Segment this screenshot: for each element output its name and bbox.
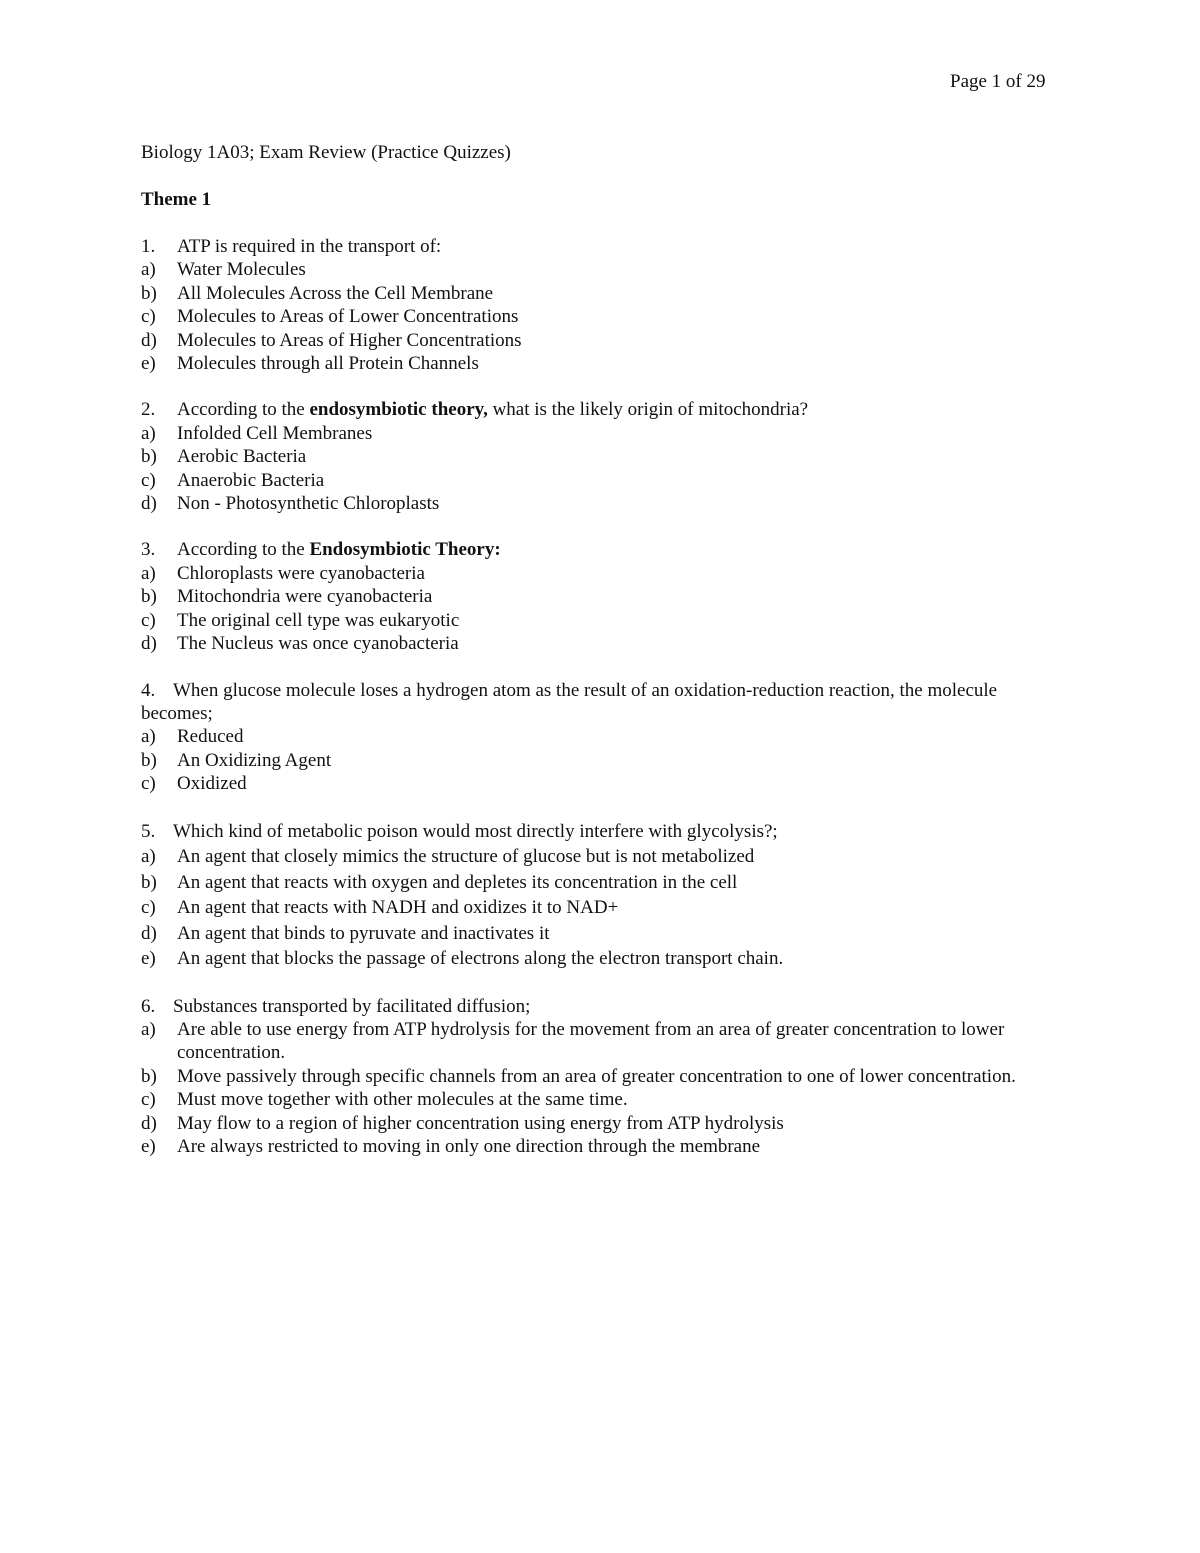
option-text: May flow to a region of higher concentration using energy from ATP hydrolysis [177, 1112, 784, 1134]
option-letter: d) [141, 1112, 157, 1134]
answer-option [141, 1112, 1071, 1135]
option-text: Are able to use energy from ATP hydrolysis for the movement from an area of greater concentration to lower concentration. [177, 1018, 1005, 1064]
option-text: Move passively through specific channels from an area of greater concentration to one of lower concentration. [177, 1065, 1016, 1087]
option-letter: c) [141, 469, 156, 491]
answer-option [141, 921, 1071, 947]
option-text: Water Molecules [177, 259, 306, 281]
answer-option [141, 1088, 1071, 1111]
question-stem [141, 398, 1071, 421]
option-letter: b) [141, 282, 157, 304]
answer-option [141, 844, 1071, 870]
answer-option [141, 749, 1071, 772]
answer-option [141, 946, 1071, 972]
option-text: The original cell type was eukaryotic [177, 609, 460, 631]
option-letter: b) [141, 749, 157, 771]
option-text: Mitochondria were cyanobacteria [177, 586, 433, 608]
option-text: An agent that closely mimics the structure of glucose but is not metabolized [177, 846, 755, 868]
option-letter: a) [141, 562, 156, 584]
option-letter: b) [141, 446, 157, 468]
option-letter: e) [141, 1135, 156, 1157]
question-stem [141, 679, 1071, 726]
question-stem [141, 995, 1071, 1018]
answer-option [141, 352, 1071, 375]
option-text: Oxidized [177, 773, 247, 795]
option-letter: a) [141, 422, 156, 444]
answer-option [141, 609, 1071, 632]
option-letter: b) [141, 586, 157, 608]
option-text: Anaerobic Bacteria [177, 469, 325, 491]
option-letter: b) [141, 1065, 157, 1087]
option-text: Are always restricted to moving in only one direction through the membrane [177, 1135, 761, 1157]
option-text: The Nucleus was once cyanobacteria [177, 633, 459, 655]
answer-option [141, 492, 1071, 515]
option-letter: a) [141, 1018, 156, 1040]
stem-text-before: According to the [177, 399, 310, 421]
answer-option [141, 895, 1071, 921]
answer-option [141, 329, 1071, 352]
question-text: Which kind of metabolic poison would most directly interfere with glycolysis?; [173, 820, 778, 842]
question-text [177, 398, 808, 421]
option-letter: c) [141, 1089, 156, 1111]
option-text: An agent that reacts with NADH and oxidizes it to NAD+ [177, 897, 619, 919]
answer-option [141, 445, 1071, 468]
question-text: Substances transported by facilitated diffusion; [173, 995, 531, 1017]
stem-bold-term: Endosymbiotic Theory: [309, 539, 501, 561]
option-text: Molecules to Areas of Lower Concentrations [177, 306, 519, 328]
option-letter: d) [141, 493, 157, 515]
question-1 [141, 235, 1071, 375]
option-letter: a) [141, 726, 156, 748]
question-stem [141, 538, 1071, 561]
answer-option [141, 282, 1071, 305]
answer-option [141, 585, 1071, 608]
answer-option [141, 562, 1071, 585]
stem-text-after: what is the likely origin of mitochondria? [487, 399, 809, 421]
option-letter: a) [141, 846, 156, 868]
option-letter: c) [141, 897, 156, 919]
answer-option [141, 422, 1071, 445]
option-text: All Molecules Across the Cell Membrane [177, 282, 494, 304]
option-letter: a) [141, 259, 156, 281]
question-number: 5. [141, 820, 156, 842]
option-letter: e) [141, 948, 156, 970]
option-letter: c) [141, 306, 156, 328]
document-body [141, 141, 1071, 1181]
option-letter: d) [141, 922, 157, 944]
page-number: Page 1 of 29 [950, 71, 1046, 92]
question-6 [141, 995, 1071, 1159]
answer-option [141, 632, 1071, 655]
answer-option [141, 1135, 1071, 1158]
question-text [177, 538, 501, 561]
question-number: 6. [141, 995, 156, 1017]
question-number: 2. [141, 399, 156, 421]
option-text: Non - Photosynthetic Chloroplasts [177, 493, 440, 515]
answer-option [141, 469, 1071, 492]
question-5 [141, 819, 1071, 972]
answer-option [141, 725, 1071, 748]
question-stem [141, 819, 1071, 845]
option-text: An agent that binds to pyruvate and inactivates it [177, 922, 550, 944]
question-number: 1. [141, 236, 156, 257]
document-title: Biology 1A03; Exam Review (Practice Quizzes) [141, 142, 511, 163]
option-letter: c) [141, 609, 156, 631]
answer-option [141, 305, 1071, 328]
option-text: Aerobic Bacteria [177, 446, 307, 468]
answer-option [141, 1018, 1071, 1065]
option-text: An Oxidizing Agent [177, 749, 332, 771]
question-4 [141, 679, 1071, 796]
theme-heading: Theme 1 [141, 189, 212, 210]
question-3 [141, 538, 1071, 655]
option-text: Reduced [177, 726, 244, 748]
option-text: Chloroplasts were cyanobacteria [177, 562, 425, 584]
option-text: Molecules to Areas of Higher Concentrations [177, 329, 522, 351]
question-number: 4. [141, 679, 156, 701]
question-text: When glucose molecule loses a hydrogen atom as the result of an oxidation-reduction reaction, the molecule becomes; [141, 679, 998, 724]
stem-text-before: According to the [177, 539, 310, 561]
option-text: An agent that reacts with oxygen and depletes its concentration in the cell [177, 871, 738, 893]
question-2 [141, 398, 1071, 515]
option-letter: c) [141, 773, 156, 795]
stem-bold-term: endosymbiotic theory, [309, 399, 488, 421]
answer-option [141, 870, 1071, 896]
option-letter: e) [141, 353, 156, 375]
option-text: Infolded Cell Membranes [177, 422, 373, 444]
answer-option [141, 1065, 1071, 1088]
answer-option [141, 772, 1071, 795]
option-letter: d) [141, 633, 157, 655]
option-text: Molecules through all Protein Channels [177, 353, 479, 375]
option-letter: b) [141, 871, 157, 893]
option-text: Must move together with other molecules at the same time. [177, 1089, 628, 1111]
option-letter: d) [141, 329, 157, 351]
option-text: An agent that blocks the passage of electrons along the electron transport chain. [177, 948, 784, 970]
question-number: 3. [141, 539, 156, 561]
question-text: ATP is required in the transport of: [177, 236, 442, 257]
question-stem [141, 235, 1071, 258]
answer-option [141, 258, 1071, 281]
